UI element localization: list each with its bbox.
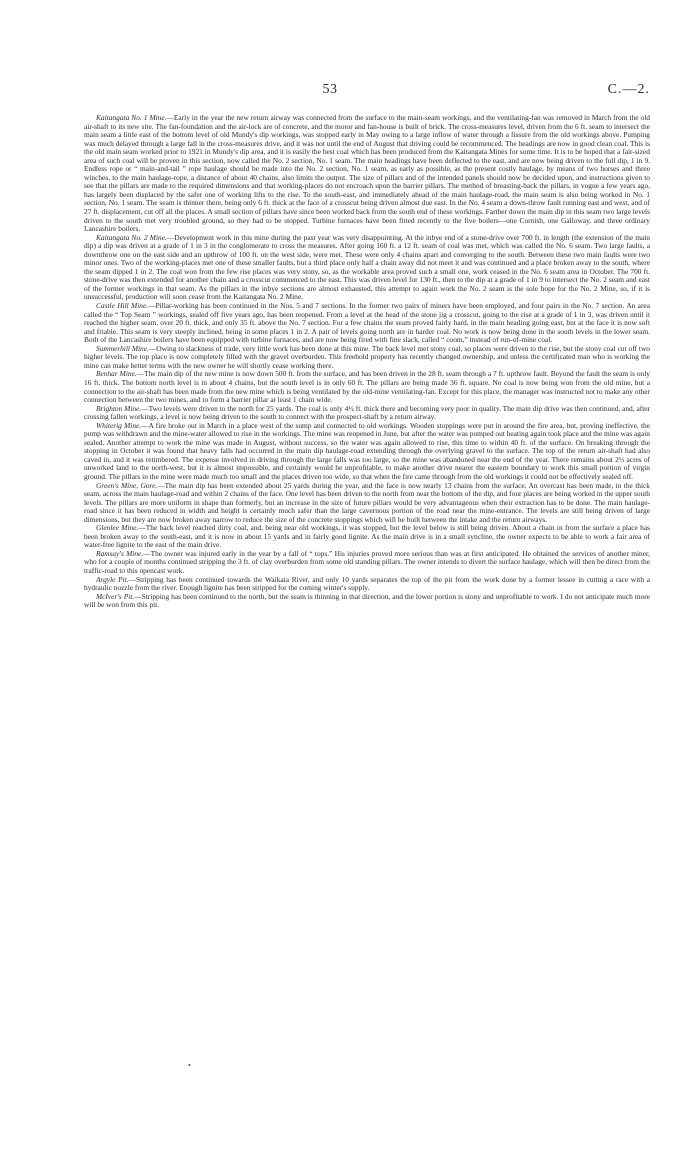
paragraph-text: —The back level reached dirty coal, and, being near old workings, it was stopped, but the level below is still being driven. About a chain in from the surface a place has been broken away to the south-east, and it is now in about 15 yards and in fairly good lignite. As the main drive is in a small syncline, the owner expects to be able to work a fair area of water-free lignite to the east of the main drive.: [84, 523, 650, 550]
paragraph-summerhill: [84, 345, 650, 371]
paragraph-text: —The owner was injured early in the year by a fall of “ tops.” His injuries proved more serious than was at first anticipated. He obtained the services of another miner, who for a couple of months continued stripping the 3 ft. of clay overburden from some old standing pillars. The owner intends to divert the surface haulage, which will then be direct from the traffic-road to this opencast work.: [84, 548, 650, 575]
paragraph-castle-hill: [84, 302, 650, 345]
paragraph-text: —Development work in this mine during the past year was very disappointing. At the inbye end of a stone-drive over 700 ft. in length (the extension of the main dip) a dip was driven at a grade of 1 in 3 in the conglomerate to cross the measures. After going 160 ft. a 12 ft. seam of coal was met, which was called the No. 6 seam. Two large faults, a downthrow one on the east side and an upthrow of 100 ft. on the west side, were met. These were only 4 chains apart and converging to the south. Between these two main faults were two minor ones. Two of the working-places met one of these smaller faults, but a third place only half a chain away did not meet it and was continued and a place broken away to the south, where the seam dipped 1 in 2. The coal won from the few rise places was very stony, so, as the workable area proved such a small one, work ceased in the No. 6 seam area in October. The 700 ft. stone-drive was then extended for another chain and a crosscut commenced to the east. This was driven level for 130 ft., then to the dip at a grade of 1 in 9 to intersect the No. 2 seam and east of the former workings in that seam. As the pillars in the inbye sections are almost exhausted, this attempt to again work the No. 2 seam is the sole hope for the No. 2 Mine, so, if it is unsuccessful, production will soon cease from the Kaitangata No. 2 Mine.: [84, 232, 650, 302]
report-body: [84, 114, 650, 610]
mine-name: Brighton Mine.: [96, 403, 142, 413]
mine-name: Summerhill Mine.: [96, 343, 149, 353]
page-header: [0, 82, 700, 98]
paragraph-greens-gore: [84, 482, 650, 525]
mine-name: Kaitangata No. 1 Mine.: [96, 113, 167, 122]
paragraph-text: —The main dip of the new mine is now down 500 ft. from the surface, and has been driven in the 28 ft. seam through a 7 ft. upthrow fault. Beyond the fault the seam is only 16 ft. thick. The bottom north level is in about 4 chains, but the south level is in only 60 ft. The pillars are being made 36 ft. square. No coal is now being won from the old mine, but a connection to the air-shaft has been made from the new mine which is being ventilated by the old-mine ventilating-fan. Except for this place, the manager was instructed not to make any other connection between the two mines, and to form a barrier pillar at least 1 chain wide.: [84, 369, 650, 405]
paragraph-kaitangata-no1: [84, 114, 650, 234]
mine-name: Glenlee Mine.: [96, 523, 139, 533]
paragraph-text: —Pillar-working has been continued in the Nos. 5 and 7 sections. In the former two pairs of miners have been employed, and four pairs in the No. 7 section. An area called the “ Top Seam ” workings, sealed off five years ago, has been reopened. From a level at the head of the stone jig a crosscut, going to the rise at a grade of 1 in 3, was driven until it reached the higher seam, over 20 ft. thick, and only 35 ft. above the No. 7 section. For a few chains the seam proved fairly hard, in the main heading going east, but at the face it is now soft and friable. This seam is very steeply inclined, being in some places 1 in 2. A pair of levels going north are in harder coal. No work is now being done in the south levels in the lower seam. Both of the Lancashire boilers have been equipped with turbine furnaces, and are now being fired with fine slack, called “ coom,” instead of run-of-mine coal.: [84, 301, 650, 345]
mine-name: Green's Mine, Gore.: [96, 480, 158, 490]
paragraph-text: —Stripping has been continued to the north, but the seam is thinning in that direction, and the lower portion is stony and unprofitable to work. I do not anticipate much more will be won from this pit.: [84, 591, 651, 610]
mine-name: Castle Hill Mine.: [96, 301, 149, 311]
paragraph-ramsays: [84, 550, 650, 576]
paragraph-benhar: [84, 370, 650, 404]
paragraph-text: —Early in the year the new return airway was connected from the surface to the main-seam workings, and the ventilating-fan was removed in March from the old air-shaft to its new site. The fan-foundation and the air-lock are of concrete, and the motor and fan-house is built of brick. The cross-measures level, driven from the 6 ft. seam to intersect the main seam a little east of the bottom level of old Mundy's dip workings, was stopped early in May owing to a large inflow of water through a fissure from the old workings above. Pumping was much delayed through a large fall in the cross-measures drive, and it was not until the end of August that driving could be recommenced. The headings are now in good clean coal. This is the old main seam worked prior to 1921 in Mundy's dip area, and it is easily the best coal which has been produced from the Kaitangata Mines for some time. It is to be hoped that a fair-sized area of such coal will be proven in this section, now called the No. 2 section, No. 1 seam. The main headings have been deflected to the east, and are now being driven to the full dip, 1 in 9. Endless rope or “ main-and-tail ” rope haulage should be made into the No. 2 section, No. 1 seam, as early as possible, as the present costly haulage, by means of two horses and three winches, to the main haulage-rope, a distance of about 40 chains, also limits the output. The size of pillars and of the intended panels should now be decided upon, and instructions given to see that the pillars are made to the required dimensions and that working-places do not encroach upon the barrier pillars. The method of breasting-back the pillars, in vogue a few years ago, has largely been displaced by the safer one of working lifts to the rise. To the south-east, and immediately ahead of the main haulage-road, the main seam is also being worked in No. 1 section, No. 1 seam. The seam is thinner there, being only 6 ft. thick at the face of a crosscut being driven almost due east. In the No. 4 seam a down-throw fault running east and west, and of 27 ft. displacement, cut off all the places. A small section of pillars have since been worked back from the south end of these workings. Farther down the main dip in this seam two large levels driven to the south met very troubled ground, so they had to be stopped. Turbine furnaces have been fitted recently to the five boilers—one Cornish, one Galloway, and three ordinary Lancashire boilers.: [84, 113, 650, 234]
page-number: 53: [322, 82, 338, 97]
mine-name: Kaitangata No. 2 Mine.: [96, 232, 167, 242]
paragraph-argyle: [84, 576, 650, 593]
paragraph-text: —Stripping has been continued towards the Waikaia River, and only 10 yards separates the top of the pit from the work done by a former lessee in cutting a race with a hydraulic nozzle from the river. Enough lignite has been stripped for the coming winter's supply.: [84, 574, 650, 593]
paragraph-text: —Two levels were driven to the north for 25 yards. The coal is only 4½ ft. thick there and becoming very poor in quality. The main dip drive was then continued, and, after crossing fallen workings, a level is now being driven to the south to connect with the prospect-shaft by a return airway.: [84, 403, 650, 422]
paragraph-brighton: [84, 405, 650, 422]
paragraph-kaitangata-no2: [84, 234, 650, 302]
footer-mark: •: [188, 1061, 191, 1070]
paragraph-whiterig: [84, 422, 650, 482]
mine-name: Benhar Mine.: [96, 369, 137, 379]
paragraph-text: —Owing to slackness of trade, very little work has been done at this mine. The back level met stony coal, so places were driven to the rise, but the stony coal cut off two higher levels. The top place is now completely filled with the gravel overburden. This freehold property has recently changed ownership, and unless the certificated man who is working the mine can make better terms with the new owner he will shortly cease working there.: [84, 343, 650, 370]
page-reference: C.—2.: [607, 82, 650, 97]
paragraph-mcivers: [84, 593, 650, 610]
paragraph-text: —A fire broke out in March in a place west of the sump and connected to old workings. Wooden stoppings were put in around the fire area, but, proving ineffective, the pump was withdrawn and the mine-water allowed to rise in the workings. The mine was reopened in June, but after the water was pumped out heating again took place and the mine was again sealed. Another attempt to work the mine was made in August, without success, so the water was again allowed to rise, this time to within 40 ft. of the surface. On breaking through the stopping in October it was found that heavy falls had occurred in the main dip haulage-road extending through the overlying gravel to the surface. The top of the return air-shaft had also caved in, and it was retimbered. The expense involved in driving through the large falls was too large, so the mine was abandoned near the end of the year. There remains about 2½ acres of unworked land to the north-west, but it is almost impossible, and certainly would be unprofitable, to make another drive nearer the eastern boundary to work this small portion of virgin ground. The pillars in the mine were made much too small and the places driven too wide, so that when the fire came through from the old workings it could not be effectively sealed off.: [84, 420, 650, 481]
mine-name: Argyle Pit.: [96, 574, 129, 584]
mine-name: Whiterig Mine.: [96, 420, 142, 430]
mine-name: Ramsay's Mine.: [96, 548, 144, 558]
paragraph-text: —The main dip has been extended about 25 yards during the year, and the face is now nearly 13 chains from the surface. An overcast has been made, in the thick seam, across the main haulage-road and within 2 chains of the face. One level has been driven to the north from near the bottom of the dip, and four places are being worked in the upper south levels. The pillars are more uniform in shape than formerly, but an increase in the size of future pillars would be very advantageous when their extraction has to be done. The main haulage-road since it has been reduced in width and height is certainly much safer than the large cavernous portion of the road near the mine-entrance. The levels are still being driven of large dimensions, but they are now broken away narrow to reduce the size of the concrete stoppings which will be built between the intake and the return airways.: [84, 480, 650, 524]
mine-name: McIver's Pit.: [96, 591, 135, 601]
paragraph-glenlee: [84, 524, 650, 550]
